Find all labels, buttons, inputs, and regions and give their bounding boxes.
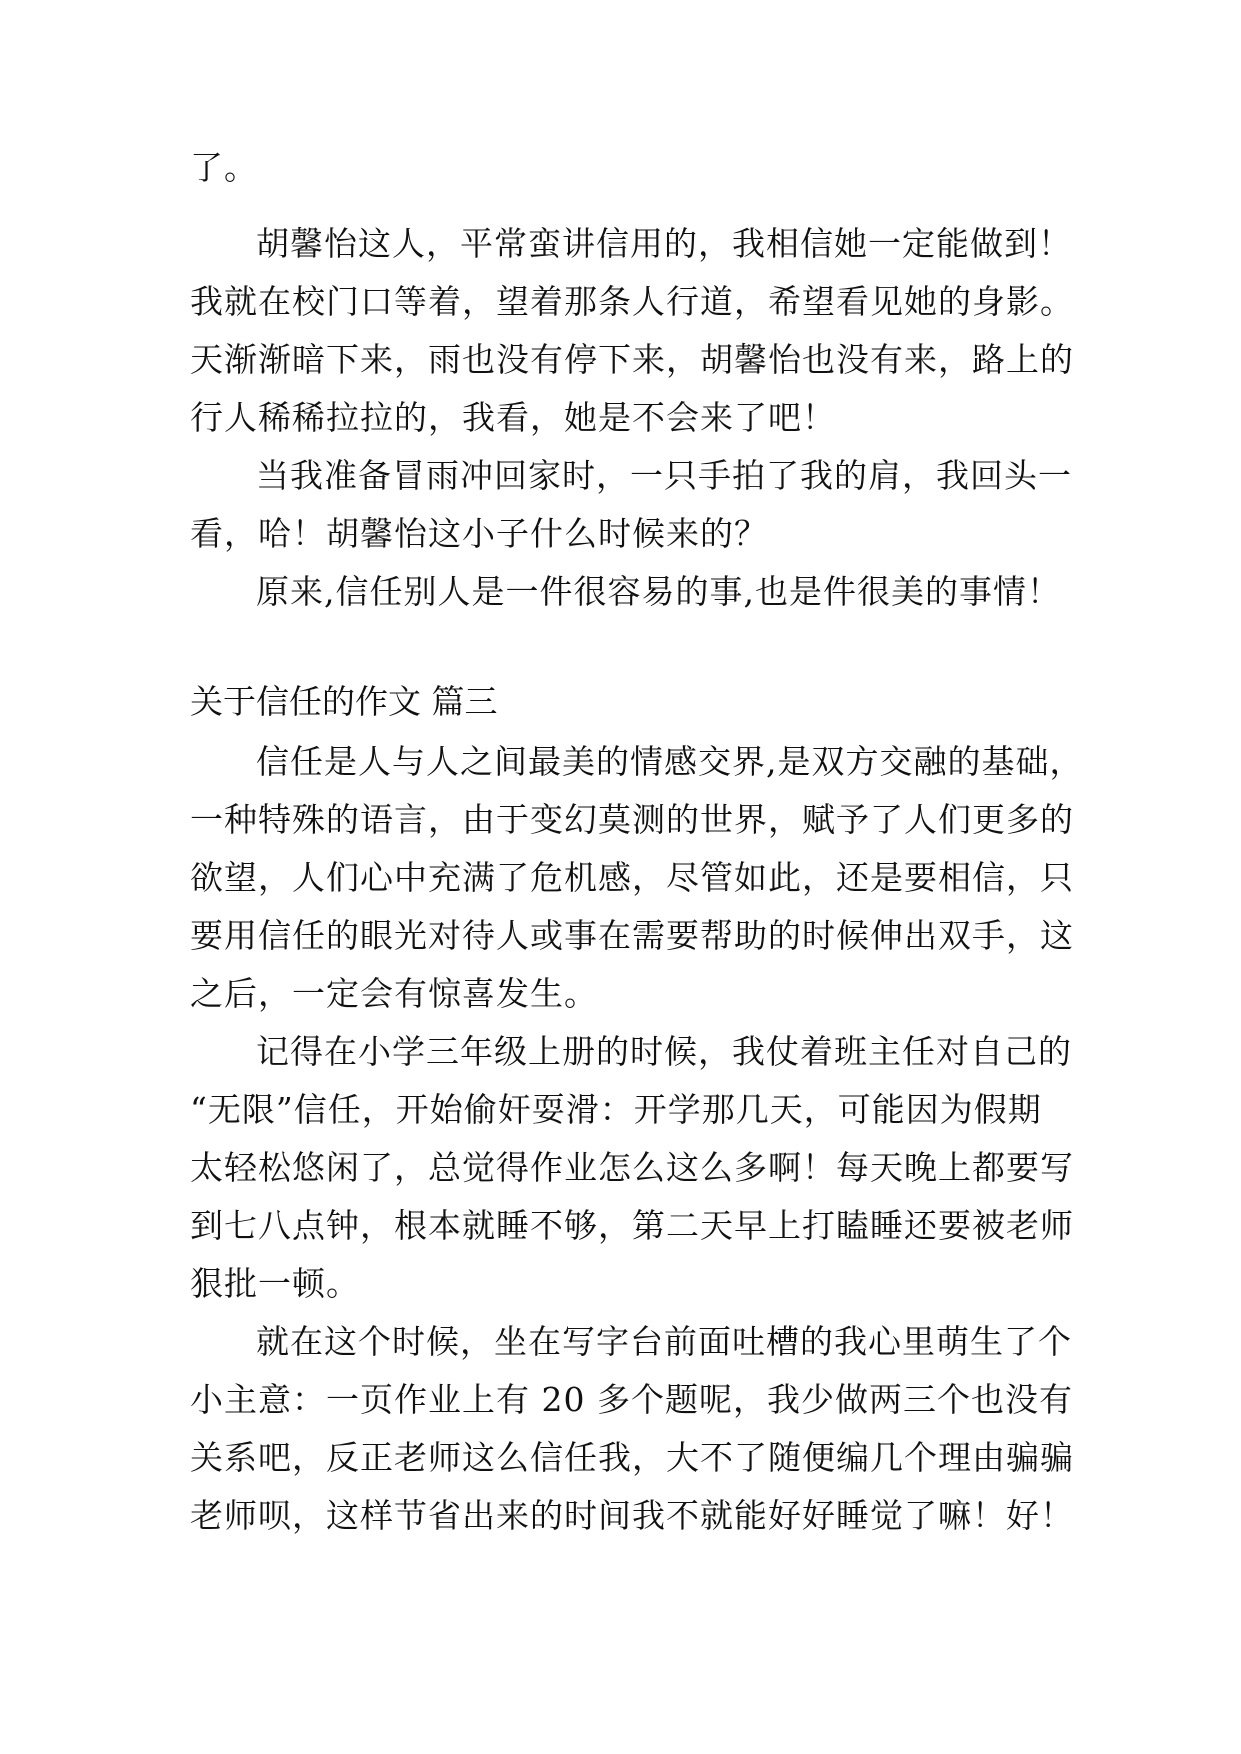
text-line: 一种特殊的语言，由于变幻莫测的世界，赋予了人们更多的 — [190, 800, 1074, 839]
text-line: 要用信任的眼光对待人或事在需要帮助的时候伸出双手，这 — [190, 916, 1074, 955]
text-line: “无限”信任，开始偷奸耍滑：开学那几天，可能因为假期 — [190, 1090, 1042, 1129]
paragraph-start: 原来,信任别人是一件很容易的事,也是件很美的事情！ — [256, 572, 1061, 611]
text-line: 狠批一顿。 — [190, 1264, 360, 1303]
paragraph-start: 就在这个时候，坐在写字台前面吐槽的我心里萌生了个 — [256, 1322, 1072, 1361]
text-line: 看，哈！胡馨怡这小子什么时候来的？ — [190, 514, 768, 553]
text-line: 小主意：一页作业上有 20 多个题呢，我少做两三个也没有 — [190, 1380, 1073, 1419]
text-line: 我就在校门口等着，望着那条人行道，希望看见她的身影。 — [190, 282, 1074, 321]
text-line: 到七八点钟，根本就睡不够，第二天早上打瞌睡还要被老师 — [190, 1206, 1074, 1245]
paragraph-start: 记得在小学三年级上册的时候，我仗着班主任对自己的 — [256, 1032, 1072, 1071]
text-line: 行人稀稀拉拉的，我看，她是不会来了吧！ — [190, 398, 836, 437]
text-line: 欲望，人们心中充满了危机感，尽管如此，还是要相信，只 — [190, 858, 1074, 897]
text-line: 之后，一定会有惊喜发生。 — [190, 974, 598, 1013]
paragraph-start: 胡馨怡这人，平常蛮讲信用的，我相信她一定能做到！ — [256, 224, 1072, 263]
text-line: 太轻松悠闲了，总觉得作业怎么这么多啊！每天晚上都要写 — [190, 1148, 1074, 1187]
paragraph-start: 当我准备冒雨冲回家时，一只手拍了我的肩，我回头一 — [256, 456, 1072, 495]
section-heading: 关于信任的作文 篇三 — [190, 682, 498, 721]
text-line: 老师呗，这样节省出来的时间我不就能好好睡觉了嘛！好！ — [190, 1496, 1074, 1535]
text-line: 了。 — [190, 148, 258, 187]
text-line: 关系吧，反正老师这么信任我，大不了随便编几个理由骗骗 — [190, 1438, 1074, 1477]
text-line: 天渐渐暗下来，雨也没有停下来，胡馨怡也没有来，路上的 — [190, 340, 1074, 379]
paragraph-start: 信任是人与人之间最美的情感交界,是双方交融的基础， — [256, 742, 1084, 781]
